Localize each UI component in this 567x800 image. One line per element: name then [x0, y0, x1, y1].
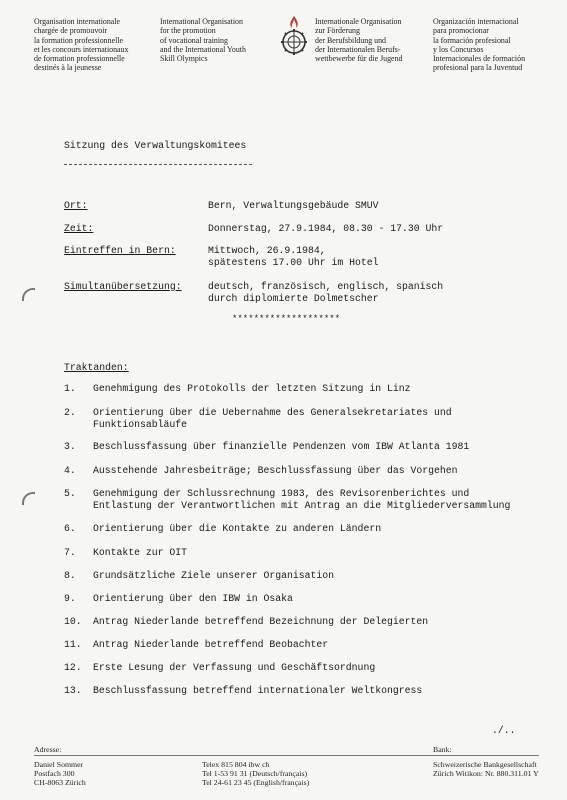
detail-value-ort: Bern, Verwaltungsgebäude SMUV [208, 200, 379, 211]
footer-divider [34, 755, 539, 756]
agenda-item-text: Genehmigung der Schlussrechnung 1983, des Revisorenberichtes und Entlastung der Verantwortlichen mit Antrag an die Mitgliederversammlung [93, 488, 511, 511]
footer-telex: Telex 815 804 ibw ch Tel 1-53 91 31 (Deutsch/français) Tel 24-61 23 45 (English/français) [202, 760, 310, 788]
detail-value-zeit: Donnerstag, 27.9.1984, 08.30 - 17.30 Uhr [208, 223, 444, 234]
header-spanish: Organización internacional para promocionar la formación profesional y los Concursos Internacionales de formación profesional para la Juventud [433, 17, 526, 73]
detail-label-simultan: Simultanübersetzung: [64, 281, 182, 292]
agenda-item-number: 3. [64, 441, 76, 452]
detail-value-eintreffen: Mittwoch, 26.9.1984, spätestens 17.00 Uhr im Hotel [208, 245, 379, 268]
agenda-item-number: 11. [64, 639, 82, 650]
agenda-item-number: 6. [64, 523, 76, 534]
agenda-item-text: Ausstehende Jahresbeiträge; Beschlussfassung über das Vorgehen [93, 465, 458, 476]
agenda-item-text: Genehmigung des Protokolls der letzten Sitzung in Linz [93, 383, 411, 394]
header-french: Organisation internationale chargée de promouvoir la formation professionnelle et les concours internationaux de formation professionnelle destinés à la jeunesse [34, 17, 129, 73]
detail-label-eintreffen: Eintreffen in Bern: [64, 245, 176, 256]
agenda-item-number: 2. [64, 407, 76, 418]
agenda-item-number: 10. [64, 616, 82, 627]
header-german: Internationale Organisation zur Förderung der Berufsbildung und der Internationalen Berufs- wettbewerbe für die Jugend [315, 17, 403, 64]
agenda-item-text: Grundsätzliche Ziele unserer Organisation [93, 570, 335, 581]
agenda-item-text: Antrag Niederlande betreffend Beobachter [93, 639, 329, 650]
agenda-item-number: 13. [64, 685, 82, 696]
punch-hole-mark [22, 492, 35, 505]
detail-value-simultan: deutsch, französisch, englisch, spanisch durch diplomierte Dolmetscher [208, 281, 444, 304]
agenda-title: Traktanden: [64, 362, 129, 373]
organisation-logo-icon [280, 14, 308, 56]
title-divider [64, 164, 252, 165]
footer-bank: Schweizerische Bankgesellschaft Zürich Witikon: Nr. 880.311.01 Y [433, 760, 539, 779]
agenda-item-number: 12. [64, 662, 82, 673]
document-title: Sitzung des Verwaltungskomitees [64, 140, 247, 151]
agenda-item-text: Orientierung über die Kontakte zu anderen Ländern [93, 523, 382, 534]
agenda-item-text: Antrag Niederlande betreffend Bezeichnung der Delegierten [93, 616, 429, 627]
agenda-item-number: 7. [64, 547, 76, 558]
punch-hole-mark [22, 288, 35, 301]
continuation-mark: ./.. [492, 725, 516, 736]
agenda-item-number: 9. [64, 593, 76, 604]
agenda-item-number: 1. [64, 383, 76, 394]
agenda-item-text: Erste Lesung der Verfassung und Geschäftsordnung [93, 662, 376, 673]
agenda-item-text: Beschlussfassung betreffend internationaler Weltkongress [93, 685, 423, 696]
agenda-item-text: Orientierung über die Uebernahme des Generalsekretariates und Funktionsabläufe [93, 407, 452, 430]
stars-separator: ******************** [232, 314, 341, 324]
agenda-item-text: Kontakte zur OIT [93, 547, 188, 558]
agenda-item-number: 4. [64, 465, 76, 476]
agenda-item-text: Beschlussfassung über finanzielle Pendenzen vom IBW Atlanta 1981 [93, 441, 470, 452]
detail-label-ort: Ort: [64, 200, 88, 211]
footer-bank-label: Bank: [433, 745, 452, 754]
footer-address: Daniel Sommer Postfach 300 CH-8063 Zürich [34, 760, 86, 788]
footer-address-label: Adresse: [34, 745, 62, 754]
agenda-item-number: 8. [64, 570, 76, 581]
detail-label-zeit: Zeit: [64, 223, 94, 234]
agenda-item-number: 5. [64, 488, 76, 499]
header-english: International Organisation for the promotion of vocational training and the International Youth Skill Olympics [160, 17, 246, 64]
agenda-item-text: Orientierung über den IBW in Osaka [93, 593, 293, 604]
